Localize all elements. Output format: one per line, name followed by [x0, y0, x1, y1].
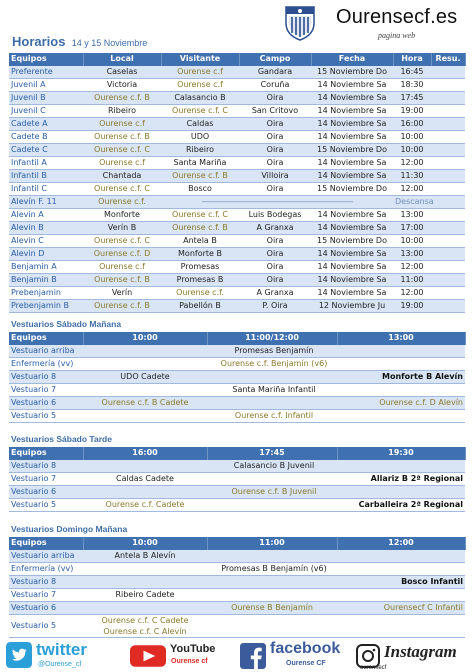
slot-cell: Ourense c.f. Cadete [83, 498, 207, 511]
team-cell: Cadete B [9, 130, 83, 143]
local-cell: Ourense c.f. C [83, 182, 161, 195]
vestuarios-domingo-manana-table [9, 537, 466, 638]
date-cell: 14 Noviembre Sa [311, 117, 393, 130]
field-cell: Gandara [239, 66, 311, 79]
table-row [9, 169, 465, 182]
result-cell [431, 66, 465, 79]
time-cell: 17:45 [393, 91, 431, 104]
youtube-label: YouTube [170, 643, 216, 655]
table-row [9, 104, 465, 117]
field-cell: Oira [239, 247, 311, 260]
time-cell: 12:00 [393, 182, 431, 195]
vst-col-equipos: Equipos [9, 447, 83, 460]
title-dates: 14 y 15 Noviembre [71, 38, 148, 48]
field-cell: Oira [239, 117, 311, 130]
twitter-label: twitter [36, 640, 87, 659]
table-row [9, 208, 465, 221]
vdm-col-equipos: Equipos [9, 537, 83, 550]
slot-cell: Ourense c.f. Infantil [83, 409, 465, 422]
visitor-cell: Promesas B [161, 273, 239, 286]
matches-table [9, 53, 465, 313]
slot-cell: Monforte B Alevín [337, 370, 465, 383]
vsm-col-equipos: Equipos [9, 332, 83, 345]
site-name: Ourensecf.es [336, 6, 458, 28]
room-cell: Vestuario 6 [9, 396, 83, 409]
vst-col-1: 16:00 [83, 447, 207, 460]
col-local: Local [83, 53, 161, 66]
date-cell: 14 Noviembre Sa [311, 130, 393, 143]
col-fecha: Fecha [311, 53, 393, 66]
room-cell: Enfermería (vv) [9, 357, 83, 370]
instagram-handle: ourensecf [360, 665, 387, 671]
table-row [9, 345, 465, 358]
team-cell: Alevin D [9, 247, 83, 260]
slot-cell [337, 588, 465, 601]
table-row [9, 66, 465, 79]
date-cell: 14 Noviembre Sa [311, 221, 393, 234]
local-cell: Monforte [83, 208, 161, 221]
slot-cell [207, 396, 337, 409]
slot-cell: Caldas Cadete [83, 472, 207, 485]
vsm-col-3: 13:00 [337, 332, 465, 345]
room-cell: Vestuario 7 [9, 472, 83, 485]
table-row [9, 498, 465, 511]
field-cell: Coruña [239, 78, 311, 91]
local-cell: Ourense c.f [83, 156, 161, 169]
slot-cell [207, 550, 337, 563]
field-cell: Luis Bodegas [239, 208, 311, 221]
youtube-icon [130, 645, 166, 667]
vdm-header-row [9, 537, 465, 550]
slot-cell: Bosco Infantil [337, 575, 465, 588]
room-cell: Vestuario 7 [9, 588, 83, 601]
vdm-col-3: 12:00 [337, 537, 465, 550]
field-cell: A Granxa [239, 286, 311, 299]
table-row [9, 260, 465, 273]
instagram-link[interactable] [356, 640, 468, 670]
result-cell [431, 130, 465, 143]
table-row [9, 550, 465, 563]
page-title [12, 34, 147, 49]
slot-cell [83, 575, 207, 588]
vst-header-row [9, 447, 465, 460]
col-visitante: Visitante [161, 53, 239, 66]
date-cell: 14 Noviembre Sa [311, 156, 393, 169]
vestuarios-sabado-tarde-table [9, 447, 466, 512]
slot-cell: Ourense c.f. B Cadete [83, 396, 207, 409]
visitor-cell: Ourense c.f. B [161, 221, 239, 234]
twitter-handle: @Ourense_cf [38, 661, 82, 668]
date-cell: 14 Noviembre Sa [311, 286, 393, 299]
time-cell: 16:45 [393, 66, 431, 79]
slot-cell: Calasancio B Juvenil [83, 460, 465, 473]
table-row [9, 588, 465, 601]
time-cell: 17:00 [393, 221, 431, 234]
visitor-cell: Calasancio B [161, 91, 239, 104]
team-cell: Juvenil B [9, 91, 83, 104]
date-cell: 15 Noviembre Do [311, 182, 393, 195]
field-cell: Oira [239, 156, 311, 169]
result-cell [431, 221, 465, 234]
rest-filler: -------------------------------------------------------------------------------- [161, 195, 393, 208]
result-cell [431, 299, 465, 312]
table-row [9, 286, 465, 299]
team-cell: Prebenjamin B [9, 299, 83, 312]
field-cell: Oira [239, 273, 311, 286]
team-cell: Preferente [9, 66, 83, 79]
visitor-cell: Pabellón B [161, 299, 239, 312]
result-cell [431, 208, 465, 221]
vsm-col-2: 11:00/12:00 [207, 332, 337, 345]
table-row [9, 601, 465, 614]
local-cell: Ourense c.f. B [83, 299, 161, 312]
section-title-dom-manana: Vestuarios Domingo Mañana [11, 524, 128, 534]
team-cell: Alevín F. 11 [9, 195, 83, 208]
date-cell: 14 Noviembre Sa [311, 104, 393, 117]
instagram-label: Instagram [384, 642, 457, 661]
table-row [9, 409, 465, 422]
table-row [9, 370, 465, 383]
team-cell: Benjamin A [9, 260, 83, 273]
slot-cell [83, 614, 207, 637]
col-campo: Campo [239, 53, 311, 66]
room-cell: Vestuario 7 [9, 383, 83, 396]
result-cell [431, 234, 465, 247]
visitor-cell: Ourense c.f. B [161, 169, 239, 182]
local-cell: Ourense c.f. B [83, 130, 161, 143]
table-row [9, 273, 465, 286]
local-cell: Ourense c.f [83, 260, 161, 273]
local-cell: Victoria [83, 78, 161, 91]
title-text: Horarios [12, 34, 66, 49]
team-cell: Juvenil A [9, 78, 83, 91]
visitor-cell: Ourense c.f. C [161, 104, 239, 117]
table-row [9, 156, 465, 169]
field-cell: San Critovo [239, 104, 311, 117]
vsm-header-row [9, 332, 465, 345]
field-cell: Oira [239, 143, 311, 156]
result-cell [431, 260, 465, 273]
table-row [9, 614, 465, 637]
local-cell: Ourense c.f. C [83, 143, 161, 156]
local-cell: Chantada [83, 169, 161, 182]
twitter-icon [6, 642, 32, 668]
result-cell [431, 182, 465, 195]
date-cell: 14 Noviembre Sa [311, 208, 393, 221]
facebook-icon [240, 643, 266, 669]
slot-line: Ourense c.f. C Cadete [101, 615, 189, 625]
slot-cell: Ourense c.f. D Alevín [337, 396, 465, 409]
visitor-cell: Ourense c.f. [161, 286, 239, 299]
local-cell: Ribeiro [83, 104, 161, 117]
slot-cell [337, 550, 465, 563]
slot-cell: Ourense c.f. B Juvenil [83, 485, 465, 498]
slot-cell [207, 614, 337, 637]
table-row [9, 299, 465, 312]
table-row [9, 143, 465, 156]
team-cell: Cadete C [9, 143, 83, 156]
local-cell: Caselas [83, 66, 161, 79]
slot-cell: Promesas Benjamín [83, 345, 465, 358]
team-cell: Alevin C [9, 234, 83, 247]
local-cell: Ourense c.f. B [83, 273, 161, 286]
col-hora: Hora [393, 53, 431, 66]
team-cell: Infantil A [9, 156, 83, 169]
field-cell: P. Oira [239, 299, 311, 312]
table-row [9, 472, 465, 485]
local-cell: Ourense c.f [83, 117, 161, 130]
visitor-cell: Promesas [161, 260, 239, 273]
room-cell: Enfermería (vv) [9, 562, 83, 575]
visitor-cell: Monforte B [161, 247, 239, 260]
team-cell: Alevin A [9, 208, 83, 221]
result-cell [431, 117, 465, 130]
slot-cell [207, 472, 337, 485]
local-cell: Verín B [83, 221, 161, 234]
slot-cell: Antela B Alevín [83, 550, 207, 563]
youtube-link[interactable] [130, 640, 220, 670]
field-cell: Oira [239, 260, 311, 273]
result-cell [431, 169, 465, 182]
twitter-link[interactable] [6, 640, 116, 670]
result-cell [431, 247, 465, 260]
result-cell [431, 273, 465, 286]
matches-header-row [9, 53, 465, 66]
slot-cell: UDO Cadete [83, 370, 207, 383]
page-header [0, 0, 473, 52]
slot-line: Ourense c.f. C Alevín [103, 626, 187, 636]
room-cell: Vestuario 8 [9, 370, 83, 383]
slot-cell [337, 614, 465, 637]
local-cell: Ourense c.f. [83, 195, 161, 208]
local-cell: Ourense c.f. D [83, 247, 161, 260]
table-row [9, 460, 465, 473]
date-cell: 15 Noviembre Do [311, 143, 393, 156]
time-cell: 11:00 [393, 273, 431, 286]
visitor-cell: Ourense c.f [161, 78, 239, 91]
table-row [9, 130, 465, 143]
field-cell: Oira [239, 234, 311, 247]
table-row [9, 91, 465, 104]
room-cell: Vestuario 5 [9, 614, 83, 637]
date-cell: 15 Noviembre Do [311, 66, 393, 79]
team-cell: Juvenil C [9, 104, 83, 117]
vst-col-2: 17:45 [207, 447, 337, 460]
table-row [9, 396, 465, 409]
table-row [9, 562, 465, 575]
field-cell: Villoira [239, 169, 311, 182]
table-row [9, 182, 465, 195]
team-cell: Alevin B [9, 221, 83, 234]
field-cell: A Granxa [239, 221, 311, 234]
facebook-handle: Ourense CF [286, 660, 326, 667]
vestuarios-sabado-manana-table [9, 332, 466, 423]
team-cell: Benjamin B [9, 273, 83, 286]
result-cell [431, 286, 465, 299]
rest-label: Descansa [393, 195, 465, 208]
slot-cell: Ourensecf C Infantil [337, 601, 465, 614]
room-cell: Vestuario 8 [9, 575, 83, 588]
result-cell [431, 143, 465, 156]
date-cell: 15 Noviembre Do [311, 234, 393, 247]
section-title-sab-manana: Vestuarios Sábado Mañana [11, 319, 122, 329]
club-crest-icon [283, 3, 317, 41]
time-cell: 10:00 [393, 234, 431, 247]
slot-cell: Ourense B Benjamín [207, 601, 337, 614]
table-row [9, 247, 465, 260]
time-cell: 12:00 [393, 156, 431, 169]
social-footer [0, 638, 473, 672]
time-cell: 11:30 [393, 169, 431, 182]
slot-cell: Allariz B 2ª Regional [337, 472, 465, 485]
slot-cell [207, 370, 337, 383]
visitor-cell: Antela B [161, 234, 239, 247]
local-cell: Ourense c.f. C [83, 234, 161, 247]
field-cell: Oira [239, 130, 311, 143]
date-cell: 14 Noviembre Sa [311, 260, 393, 273]
table-row [9, 357, 465, 370]
table-row [9, 485, 465, 498]
room-cell: Vestuario 8 [9, 460, 83, 473]
room-cell: Vestuario arriba [9, 550, 83, 563]
team-cell: Infantil C [9, 182, 83, 195]
facebook-label: facebook [270, 640, 341, 657]
vst-col-3: 19:30 [337, 447, 465, 460]
result-cell [431, 156, 465, 169]
date-cell: 14 Noviembre Sa [311, 169, 393, 182]
youtube-handle: Ourense cf [171, 658, 208, 665]
visitor-cell: Ourense c.f. C [161, 208, 239, 221]
room-cell: Vestuario 5 [9, 409, 83, 422]
result-cell [431, 91, 465, 104]
slot-cell: Carballeira 2ª Regional [337, 498, 465, 511]
time-cell: 12:00 [393, 286, 431, 299]
visitor-cell: Santa Mariña [161, 156, 239, 169]
table-row [9, 78, 465, 91]
table-row [9, 575, 465, 588]
time-cell: 19:00 [393, 299, 431, 312]
site-subtitle: pagina web [378, 31, 416, 40]
table-row [9, 221, 465, 234]
slot-cell: Santa Mariña Infantil [83, 383, 465, 396]
visitor-cell: Ourense c.f [161, 66, 239, 79]
local-cell: Ourense c.f. B [83, 91, 161, 104]
visitor-cell: Caldas [161, 117, 239, 130]
col-equipos: Equipos [9, 53, 83, 66]
facebook-link[interactable] [240, 640, 340, 670]
room-cell: Vestuario 6 [9, 601, 83, 614]
team-cell: Prebenjamin [9, 286, 83, 299]
slot-cell: Promesas B Benjamín (v6) [83, 562, 465, 575]
time-cell: 18:30 [393, 78, 431, 91]
result-cell [431, 104, 465, 117]
field-cell: Oira [239, 91, 311, 104]
slot-cell [207, 588, 337, 601]
table-row [9, 383, 465, 396]
date-cell: 14 Noviembre Sa [311, 91, 393, 104]
slot-cell: Ourense c.f. Benjamín (v6) [83, 357, 465, 370]
room-cell: Vestuario arriba [9, 345, 83, 358]
time-cell: 10:00 [393, 130, 431, 143]
slot-cell [83, 601, 207, 614]
table-row [9, 117, 465, 130]
visitor-cell: UDO [161, 130, 239, 143]
slot-cell [207, 498, 337, 511]
date-cell: 14 Noviembre Sa [311, 78, 393, 91]
time-cell: 16:00 [393, 117, 431, 130]
date-cell: 14 Noviembre Sa [311, 273, 393, 286]
table-row [9, 234, 465, 247]
team-cell: Infantil B [9, 169, 83, 182]
field-cell: Oira [239, 182, 311, 195]
time-cell: 13:00 [393, 208, 431, 221]
team-cell: Cadete A [9, 117, 83, 130]
time-cell: 19:00 [393, 104, 431, 117]
col-resultado: Resu. [431, 53, 465, 66]
visitor-cell: Bosco [161, 182, 239, 195]
slot-cell [207, 575, 337, 588]
table-row [9, 195, 465, 208]
section-title-sab-tarde: Vestuarios Sábado Tarde [11, 434, 112, 444]
slot-cell: Ribeiro Cadete [83, 588, 207, 601]
room-cell: Vestuario 6 [9, 485, 83, 498]
local-cell: Verín [83, 286, 161, 299]
visitor-cell: Ribeiro [161, 143, 239, 156]
room-cell: Vestuario 5 [9, 498, 83, 511]
date-cell: 12 Noviembre Ju [311, 299, 393, 312]
vsm-col-1: 10:00 [83, 332, 207, 345]
result-cell [431, 78, 465, 91]
vdm-col-2: 11:00 [207, 537, 337, 550]
vdm-col-1: 10:00 [83, 537, 207, 550]
time-cell: 12:00 [393, 260, 431, 273]
time-cell: 10:00 [393, 143, 431, 156]
time-cell: 13:00 [393, 247, 431, 260]
date-cell: 14 Noviembre Sa [311, 247, 393, 260]
